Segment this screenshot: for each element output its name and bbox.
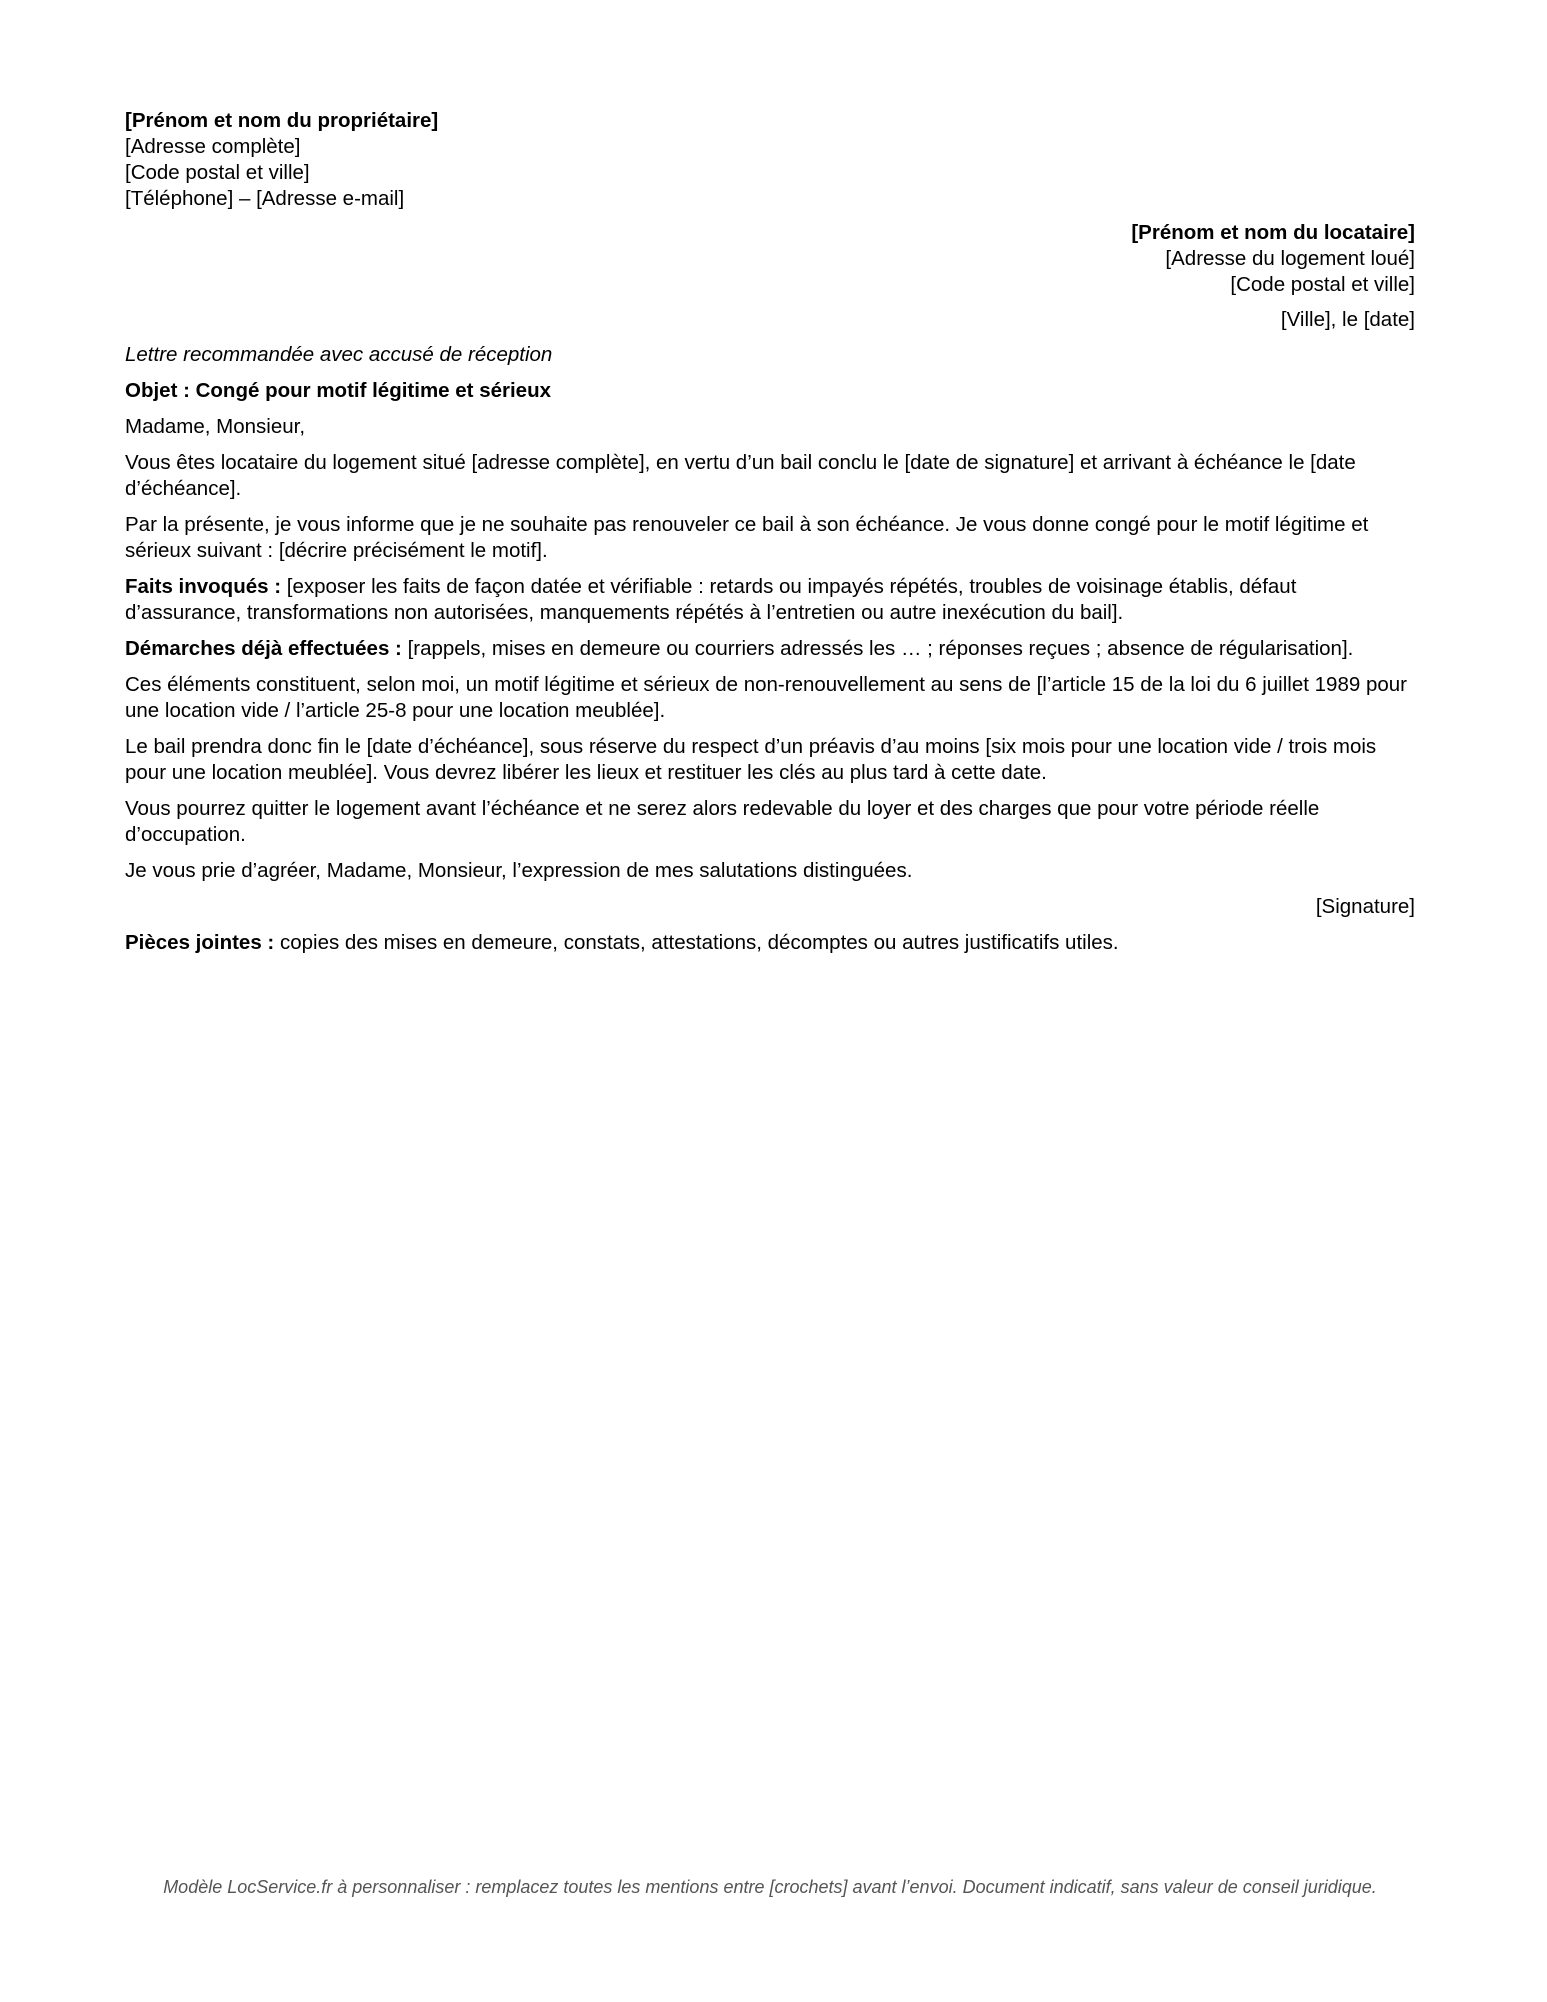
footer-disclaimer: Modèle LocService.fr à personnaliser : remplacez toutes les mentions entre [crochets] avant l’envoi. Document indicatif, sans valeur de conseil juridique. (163, 1877, 1377, 1897)
paragraph-legal-basis: Ces éléments constituent, selon moi, un motif légitime et sérieux de non-renouvellement au sens de [l’article 15 de la loi du 6 juillet 1989 pour une location vide / l’article 25-8 pour une location meublée]. (125, 673, 1407, 722)
steps-text: [rappels, mises en demeure ou courriers adressés les … ; réponses reçues ; absence de régularisation]. (401, 637, 1354, 660)
steps-label: Démarches déjà effectuées : (125, 637, 402, 660)
recipient-postal-city: [Code postal et ville] (1230, 273, 1415, 296)
sender-postal-city: [Code postal et ville] (125, 161, 310, 184)
facts-text: [exposer les faits de façon datée et vérifiable : retards ou impayés répétés, troubles de voisinage établis, défaut d’assurance, transformations non autorisées, manquements répétés à l’entretien ou autre inexécution du bail]. (125, 575, 1297, 624)
recipient-name: [Prénom et nom du locataire] (1131, 221, 1415, 244)
sending-mode: Lettre recommandée avec accusé de réception (125, 343, 553, 366)
subject-line: Objet : Congé pour motif légitime et sérieux (125, 379, 551, 402)
place-date: [Ville], le [date] (1280, 308, 1415, 331)
paragraph-facts (125, 574, 1415, 626)
attachments-text: copies des mises en demeure, constats, attestations, décomptes ou autres justificatifs utiles. (274, 931, 1119, 954)
recipient-block (125, 220, 1415, 298)
facts-label: Faits invoqués : (125, 575, 282, 598)
salutation: Madame, Monsieur, (125, 415, 306, 438)
paragraph-notice: Par la présente, je vous informe que je ne souhaite pas renouveler ce bail à son échéance. Je vous donne congé pour le motif légitime et sérieux suivant : [décrire précisément le motif]. (125, 513, 1369, 562)
closing-formula: Je vous prie d’agréer, Madame, Monsieur, l’expression de mes salutations distinguées. (125, 859, 913, 882)
paragraph-steps (125, 636, 1415, 662)
sender-block (125, 108, 1415, 212)
recipient-address: [Adresse du logement loué] (1165, 247, 1415, 270)
attachments-label: Pièces jointes : (125, 931, 275, 954)
sender-contact: [Téléphone] – [Adresse e-mail] (125, 187, 405, 210)
paragraph-early-leave: Vous pourrez quitter le logement avant l’échéance et ne serez alors redevable du loyer et des charges que pour votre période réelle d’occupation. (125, 797, 1320, 846)
sender-address: [Adresse complète] (125, 135, 301, 158)
attachments (125, 930, 1415, 956)
letter-page (125, 108, 1415, 966)
sender-name: [Prénom et nom du propriétaire] (125, 109, 439, 132)
signature: [Signature] (1315, 895, 1415, 918)
paragraph-lease-info: Vous êtes locataire du logement situé [adresse complète], en vertu d’un bail conclu le [date de signature] et arrivant à échéance le [date d’échéance]. (125, 451, 1356, 500)
paragraph-end-of-lease: Le bail prendra donc fin le [date d’échéance], sous réserve du respect d’un préavis d’au moins [six mois pour une location vide / trois mois pour une location meublée]. Vous devrez libérer les lieux et restituer les clés au plus tard à cette date. (125, 735, 1377, 784)
